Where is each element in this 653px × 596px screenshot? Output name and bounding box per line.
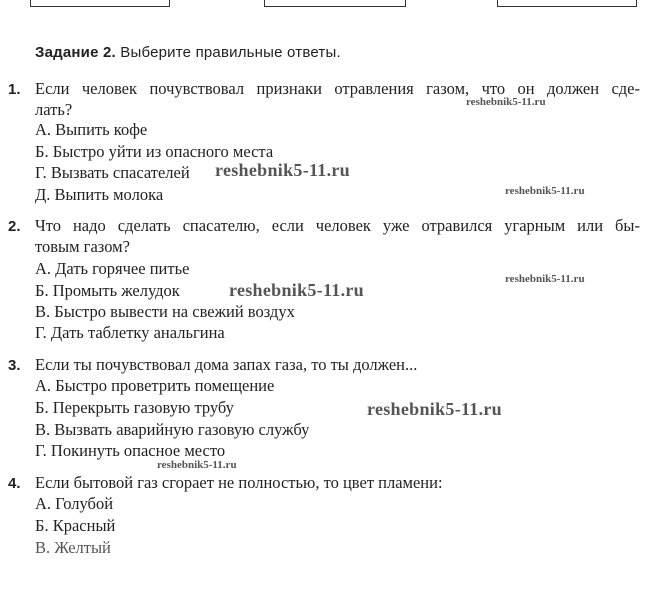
question-4-number: 4.	[8, 475, 21, 492]
watermark: reshebnik5-11.ru	[229, 280, 364, 300]
answer-box-1	[30, 0, 170, 7]
question-3-text	[35, 354, 417, 375]
watermark: reshebnik5-11.ru	[367, 399, 502, 419]
task-heading	[35, 44, 341, 61]
watermark: reshebnik5-11.ru	[215, 160, 350, 180]
question-2-number: 2.	[8, 218, 21, 235]
question-1-answer-d: Д. Выпить молока	[35, 185, 164, 204]
watermark: reshebnik5-11.ru	[466, 96, 546, 108]
answer-box-3	[497, 0, 637, 7]
question-2-answer-g: Г. Дать таблетку анальгина	[35, 323, 225, 342]
question-1-answer-b: Б. Быстро уйти из опасного места	[35, 142, 274, 161]
question-4-answer-b: Б. Красный	[35, 516, 116, 535]
watermark: reshebnik5-11.ru	[505, 273, 585, 285]
question-2-answer-a: А. Дать горячее питье	[35, 259, 190, 278]
question-3-answer-g: Г. Покинуть опасное место	[35, 441, 226, 460]
question-3-answer-a: А. Быстро проветрить помещение	[35, 376, 275, 395]
question-2-text	[35, 215, 640, 257]
question-3-line-1: Если ты почувствовал дома запах газа, то ты должен...	[35, 355, 418, 374]
question-2-line-1: Что надо сделать спасателю, если человек уже отравился угарным или бы-	[35, 216, 640, 235]
answer-box-2	[264, 0, 406, 7]
watermark: reshebnik5-11.ru	[157, 459, 237, 471]
question-2-answer-b: Б. Промыть желудок	[35, 281, 180, 300]
question-4-answer-v: В. Желтый	[35, 538, 111, 557]
question-4-answer-a: А. Голубой	[35, 494, 114, 513]
question-1-text	[35, 78, 640, 120]
question-4-text	[35, 472, 443, 493]
question-3-answer-v: В. Вызвать аварийную газовую службу	[35, 420, 310, 439]
question-2-answer-v: В. Быстро вывести на свежий воздух	[35, 302, 295, 321]
task-title: Задание 2.	[35, 44, 116, 61]
question-1-answer-a: А. Выпить кофе	[35, 120, 148, 139]
question-1-line-2: лать?	[35, 100, 73, 119]
question-3-answer-b: Б. Перекрыть газовую трубу	[35, 398, 234, 417]
question-1-number: 1.	[8, 81, 21, 98]
question-3-number: 3.	[8, 357, 21, 374]
task-instruction: Выберите правильные ответы.	[120, 44, 341, 61]
question-1-line-1: Если человек почувствовал признаки отравления газом, что он должен сде-	[35, 79, 640, 98]
question-4-line-1: Если бытовой газ сгорает не полностью, то цвет пламени:	[35, 473, 443, 492]
question-2-line-2: товым газом?	[35, 237, 130, 256]
question-1-answer-g: Г. Вызвать спасателей	[35, 163, 190, 182]
watermark: reshebnik5-11.ru	[505, 185, 585, 197]
